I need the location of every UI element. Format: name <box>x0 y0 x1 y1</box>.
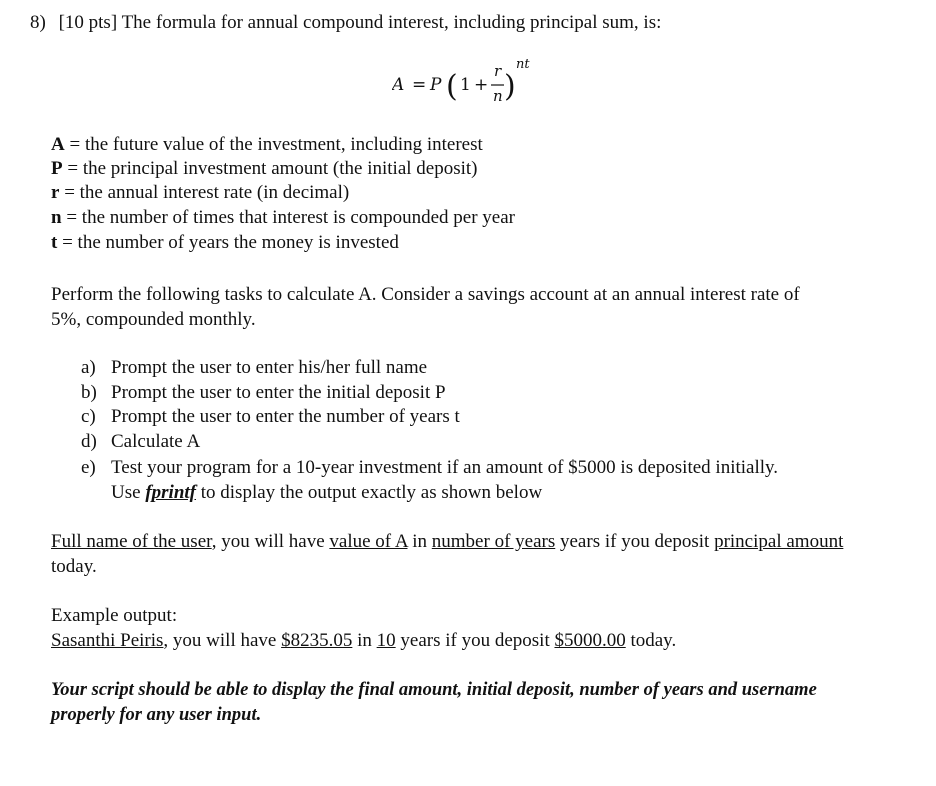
example-label: Example output: <box>51 605 178 626</box>
definition-text: = the future value of the investment, including interest <box>64 134 483 155</box>
question-header <box>30 11 661 35</box>
task-d <box>81 430 200 454</box>
template-principal: principal amount <box>714 531 844 552</box>
definition-text: = the principal investment amount (the initial deposit) <box>62 158 478 179</box>
definition-var: n <box>51 207 62 228</box>
example-deposit: $5000.00 <box>554 630 626 651</box>
task-label: b) <box>81 382 97 403</box>
example-amount: $8235.05 <box>281 630 353 651</box>
definition-text: = the annual interest rate (in decimal) <box>59 182 350 203</box>
definition-var: r <box>51 182 60 203</box>
formula-right-paren: ) <box>504 69 516 104</box>
definition-text: = the number of times that interest is compounded per year <box>61 207 515 228</box>
task-text: Prompt the user to enter the initial deposit P <box>111 382 446 403</box>
example-text: years if you deposit <box>395 630 555 651</box>
formula-lhs: A <box>392 75 405 95</box>
task-label: e) <box>81 457 96 478</box>
definition-var: P <box>51 158 63 179</box>
formula-exponent: nt <box>516 57 530 72</box>
task-e <box>81 456 778 480</box>
task-b <box>81 381 446 405</box>
template-name: Full name of the user <box>51 531 212 552</box>
output-template-line-1 <box>51 530 843 554</box>
template-text: in <box>407 531 432 552</box>
task-text: Prompt the user to enter his/her full name <box>111 357 428 378</box>
intro-line-2: 5%, compounded monthly. <box>51 309 256 330</box>
task-e-post: to display the output exactly as shown below <box>196 482 543 503</box>
definition-n <box>51 206 515 230</box>
fprintf-keyword: fprintf <box>145 482 196 503</box>
formula-left-paren: ( <box>446 69 458 104</box>
formula-principal: P <box>430 75 442 95</box>
definition-var: A <box>51 134 65 155</box>
definition-r <box>51 181 349 205</box>
formula-equals: = <box>412 75 427 95</box>
definition-var: t <box>51 232 58 253</box>
final-note-line-2: properly for any user input. <box>51 705 262 725</box>
task-c <box>81 405 460 429</box>
question-text: The formula for annual compound interest, including principal sum, is: <box>121 12 662 33</box>
formula-numerator: r <box>494 62 502 80</box>
formula-plus: + <box>474 75 489 95</box>
output-template-line-2: today. <box>51 556 97 577</box>
formula-denominator: n <box>493 87 503 105</box>
definition-t <box>51 231 399 255</box>
task-e-pre: Use <box>111 482 146 503</box>
question-points: [10 pts] <box>58 12 118 33</box>
definition-a <box>51 133 483 157</box>
task-text: Prompt the user to enter the number of years t <box>111 406 460 427</box>
task-e-line-2 <box>111 481 542 505</box>
example-text: , you will have <box>163 630 282 651</box>
example-output-line <box>51 629 676 653</box>
task-label: d) <box>81 431 97 452</box>
task-label: a) <box>81 357 96 378</box>
example-text: in <box>352 630 377 651</box>
template-text: years if you deposit <box>555 531 715 552</box>
task-text: Calculate A <box>111 431 201 452</box>
task-text: Test your program for a 10-year investment if an amount of $5000 is deposited initially. <box>111 457 779 478</box>
final-note-line-1: Your script should be able to display the final amount, initial deposit, number of years and username <box>51 680 817 700</box>
template-value: value of A <box>329 531 408 552</box>
question-number: 8) <box>30 12 46 33</box>
task-a <box>81 356 427 380</box>
example-text: today. <box>625 630 677 651</box>
task-label: c) <box>81 406 96 427</box>
definition-p <box>51 157 478 181</box>
example-name: Sasanthi Peiris <box>51 630 164 651</box>
template-text: , you will have <box>211 531 330 552</box>
intro-line-1: Perform the following tasks to calculate A. Consider a savings account at an annual interest rate of <box>51 284 800 305</box>
compound-interest-formula <box>392 54 562 110</box>
template-years: number of years <box>431 531 556 552</box>
formula-one: 1 <box>460 75 471 95</box>
example-years: 10 <box>376 630 396 651</box>
definition-text: = the number of years the money is invested <box>57 232 399 253</box>
